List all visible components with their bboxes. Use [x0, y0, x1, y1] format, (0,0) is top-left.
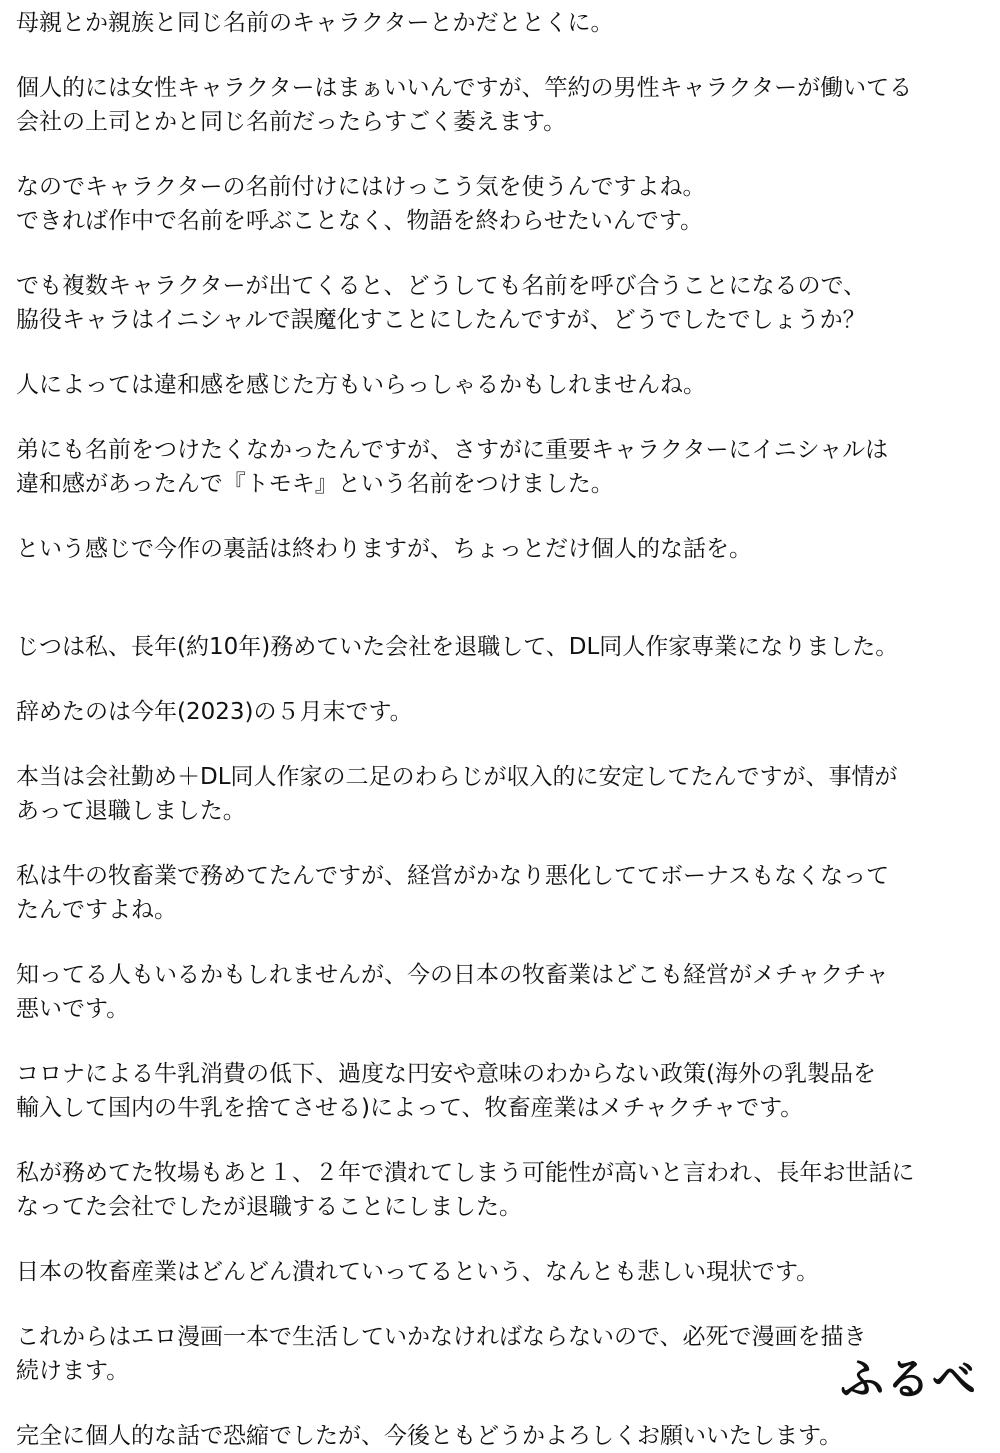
paragraph-gap: [16, 1125, 988, 1156]
text-line: なのでキャラクターの名前付けにはけっこう気を使うんですよね。: [16, 174, 706, 200]
paragraph: [16, 1255, 988, 1289]
text-line: できれば作中で名前を呼ぶことなく、物語を終わらせたいんです。: [16, 208, 704, 234]
text-line: 私が務めてた牧場もあと１、２年で潰れてしまう可能性が高いと言われ、長年お世話に: [16, 1160, 915, 1186]
paragraph: [16, 1156, 988, 1224]
paragraph: [16, 1419, 988, 1453]
text-line: 個人的には女性キャラクターはまぁいいんですが、竿約の男性キャラクターが働いてる: [16, 75, 913, 101]
paragraph-gap: [16, 828, 988, 859]
paragraph-gap: [16, 238, 988, 269]
paragraph-gap: [16, 729, 988, 760]
text-line: 私は牛の牧畜業で務めてたんですが、経営がかなり悪化しててボーナスもなくなって: [16, 863, 890, 889]
text-line: 知ってる人もいるかもしれませんが、今の日本の牧畜業はどこも経営がメチャクチャ: [16, 962, 889, 988]
text-line: でも複数キャラクターが出てくると、どうしても名前を呼び合うことになるので、: [16, 273, 867, 299]
text-line: 弟にも名前をつけたくなかったんですが、さすがに重要キャラクターにイニシャルは: [16, 437, 889, 463]
text-line: じつは私、長年(約10年)務めていた会社を退職して、DL同人作家専業になりました。: [16, 634, 899, 660]
paragraph-gap: [16, 664, 988, 695]
text-line: 母親とか親族と同じ名前のキャラクターとかだととくに。: [16, 10, 614, 36]
paragraph-gap: [16, 1224, 988, 1255]
paragraph-gap: [16, 337, 988, 368]
paragraph: [16, 760, 988, 828]
paragraph-gap: [16, 927, 988, 958]
text-line: なってた会社でしたが退職することにしました。: [16, 1194, 522, 1220]
paragraph: [16, 6, 988, 40]
text-line: 輸入して国内の牛乳を捨てさせる)によって、牧畜産業はメチャクチャです。: [16, 1095, 804, 1121]
paragraph: [16, 368, 988, 402]
paragraph-gap: [16, 1026, 988, 1057]
text-line: たんですよね。: [16, 897, 177, 923]
paragraph: [16, 630, 988, 664]
paragraph: [16, 859, 988, 927]
paragraph-gap: [16, 566, 988, 630]
text-line: 本当は会社勤め＋DL同人作家の二足のわらじが収入的に安定してたんですが、事情が: [16, 764, 898, 790]
text-line: これからはエロ漫画一本で生活していかなければならないので、必死で漫画を描き: [16, 1324, 867, 1350]
paragraph: [16, 71, 988, 139]
paragraph: [16, 269, 988, 337]
paragraph-gap: [16, 139, 988, 170]
text-line: コロナによる牛乳消費の低下、過度な円安や意味のわからない政策(海外の乳製品を: [16, 1061, 876, 1087]
paragraph: [16, 695, 988, 729]
text-line: 脇役キャラはイニシャルで誤魔化すことにしたんですが、どうでしたでしょうか？: [16, 307, 866, 333]
paragraph: [16, 958, 988, 1026]
afterword-text: [16, 6, 988, 1453]
text-line: 完全に個人的な話で恐縮でしたが、今後ともどうかよろしくお願いいたします。: [16, 1423, 843, 1449]
paragraph-gap: [16, 40, 988, 71]
text-line: 会社の上司とかと同じ名前だったらすごく萎えます。: [16, 109, 567, 135]
paragraph-gap: [16, 1289, 988, 1320]
text-line: あって退職しました。: [16, 798, 246, 824]
text-line: 辞めたのは今年(2023)の５月末です。: [16, 699, 413, 725]
text-line: 悪いです。: [16, 996, 130, 1022]
author-signature: ふるべ: [840, 1354, 978, 1405]
paragraph: [16, 170, 988, 238]
text-line: という感じで今作の裏話は終わりますが、ちょっとだけ個人的な話を。: [16, 536, 752, 562]
text-line: 日本の牧畜産業はどんどん潰れていってるという、なんとも悲しい現状です。: [16, 1259, 820, 1285]
paragraph: [16, 532, 988, 566]
paragraph: [16, 1057, 988, 1125]
paragraph-gap: [16, 402, 988, 433]
paragraph-gap: [16, 501, 988, 532]
paragraph: [16, 433, 988, 501]
text-line: 人によっては違和感を感じた方もいらっしゃるかもしれませんね。: [16, 372, 706, 398]
text-line: 続けます。: [16, 1358, 130, 1384]
text-line: 違和感があったんで『トモキ』という名前をつけました。: [16, 471, 614, 497]
